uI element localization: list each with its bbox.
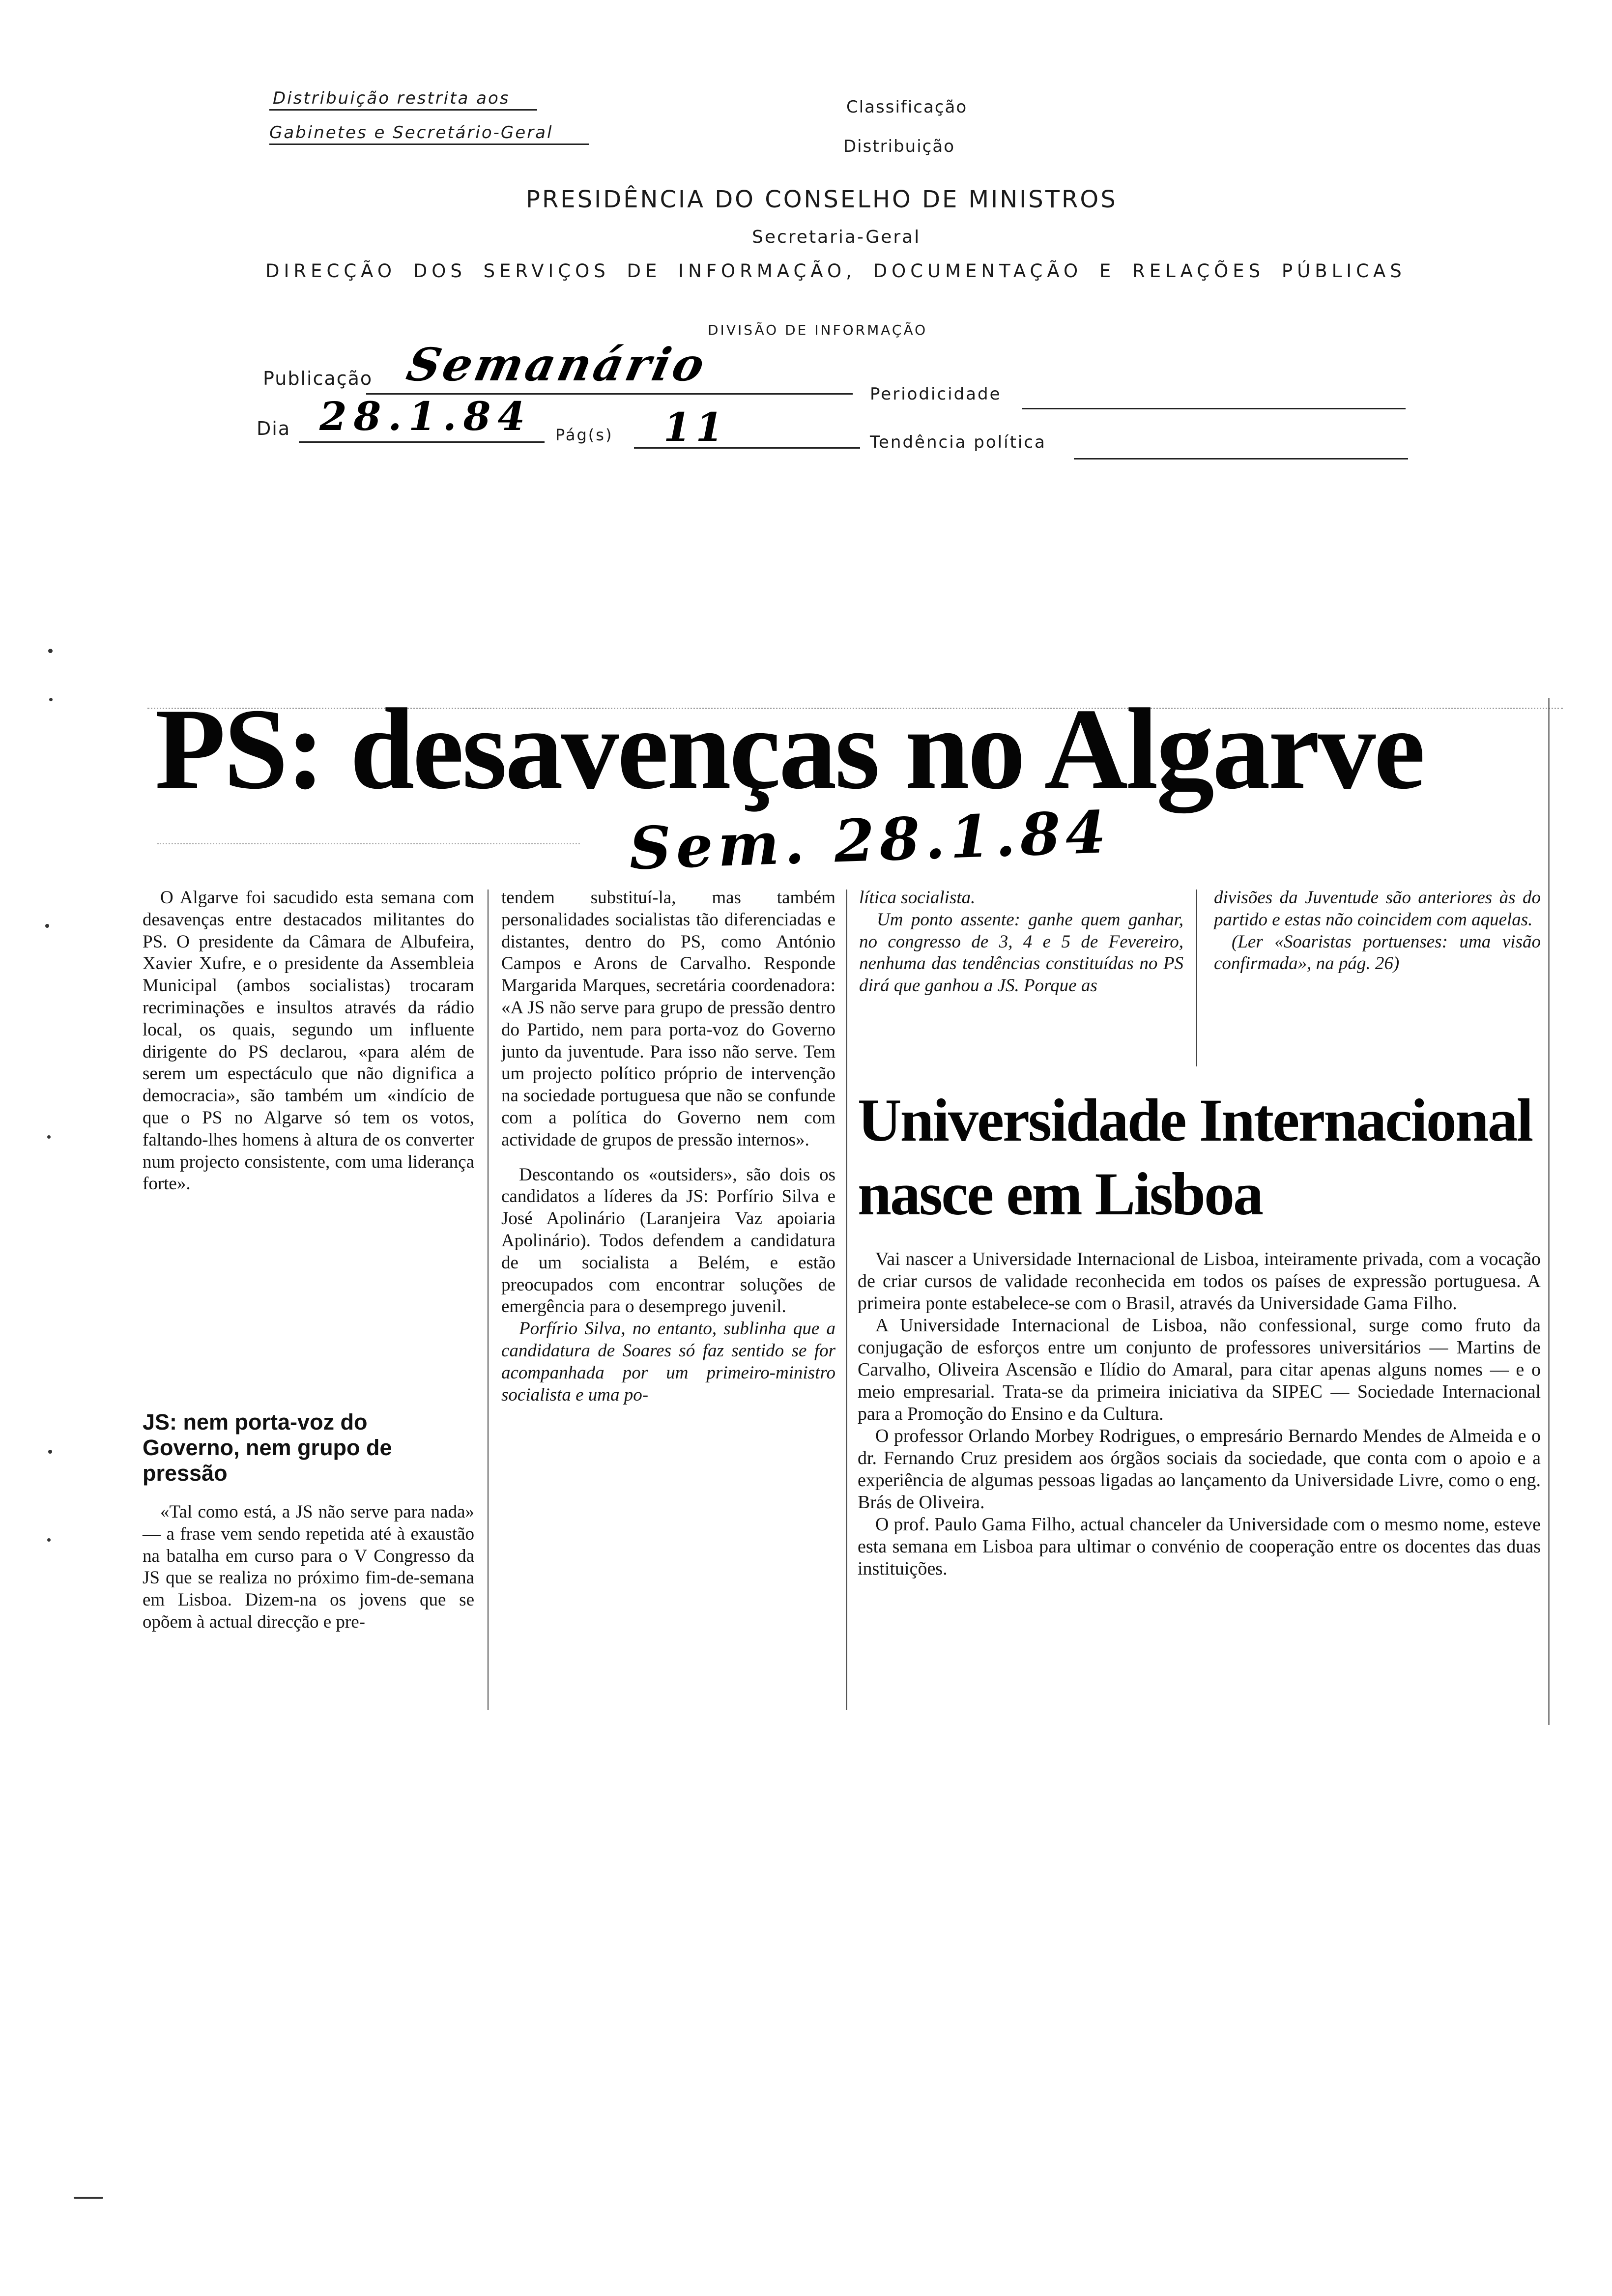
restricted-underline-1 [269, 109, 537, 111]
article1-paragraph: «Tal como está, a JS não serve para nada» — a frase vem sendo repetida até à exaustão na batalha em curso para o V Congresso da JS que se realiza no próximo fim-de-semana em Lisboa. Dizem-na os jovens que se opõem à actual direcção e pre- [143, 1502, 474, 1632]
scan-speck [48, 1450, 52, 1454]
article2-headline-line2: nasce em Lisboa [858, 1160, 1262, 1228]
right-edge-rule [1548, 698, 1550, 1725]
dia-label: Dia [257, 418, 291, 439]
article1-column-4 [1214, 887, 1541, 975]
dia-handwritten-value: 28.1.84 [319, 393, 532, 439]
scan-speck [49, 698, 53, 701]
publicacao-label: Publicação [263, 368, 373, 389]
scan-speck [74, 2197, 103, 2199]
article1-column-1-continued [143, 1501, 474, 1634]
periodicidade-label: Periodicidade [870, 384, 1002, 404]
divisao-informacao: DIVISÃO DE INFORMAÇÃO [708, 322, 928, 338]
article1-headline: PS: desavenças no Algarve [155, 685, 1424, 813]
scan-speck [48, 649, 53, 653]
article1-paragraph: O Algarve foi sacudido esta semana com desavenças entre destacados militantes do PS. O presidente da Câmara de Albufeira, Xavier Xufre, e o presidente da Assembleia Municipal (ambos socialistas) trocaram recriminações e insultos através da rádio local, os quais, segundo um influente dirigente do PS declarou, «para além de serem um espectáculo que não dignifica a democracia», são também um «indício de que o PS no Algarve só tem os votos, faltando-lhes homens à altura de os converter num projecto consistente, com uma liderança forte». [143, 888, 474, 1194]
restricted-distribution-line2: Gabinetes e Secretário-Geral [269, 123, 553, 143]
org-title: PRESIDÊNCIA DO CONSELHO DE MINISTROS [526, 186, 1118, 213]
pags-label: Pág(s) [555, 426, 613, 444]
article1-column-1 [143, 887, 474, 1195]
article2-headline-line1: Universidade Internacional [858, 1087, 1532, 1154]
article1-paragraph: Um ponto assente: ganhe quem ganhar, no congresso de 3, 4 e 5 de Fevereiro, nenhuma das tendências constituídas no PS dirá que ganhou a JS. Porque as [859, 909, 1183, 996]
article1-column-3 [859, 887, 1183, 997]
scan-speck [47, 1538, 51, 1542]
article1-paragraph: divisões da Juventude são anteriores às do partido e estas não coincidem com aquelas. [1214, 888, 1541, 930]
article2-body [858, 1248, 1541, 1580]
restricted-underline-2 [269, 144, 589, 145]
article1-cross-reference: (Ler «Soaristas portuenses: uma visão confirmada», na pág. 26) [1214, 931, 1541, 974]
dia-field-line [299, 441, 545, 443]
restricted-distribution-line1: Distribuição restrita aos [273, 88, 510, 108]
publicacao-handwritten-value: Semanário [402, 338, 712, 391]
column-rule [846, 890, 847, 1710]
article1-paragraph: Descontando os «outsiders», são dois os candidatos a líderes da JS: Porfírio Silva e José Apolinário (Laranjeira Vaz apoiaria Apolinário). Todos defendem a candidatura de um socialista a Belém, e estão preocupados com encontrar soluções de emergência para o desemprego juvenil. [501, 1164, 835, 1317]
headline-noise-underline [157, 843, 580, 847]
distribuicao-label: Distribuição [843, 137, 955, 156]
clipping-handwritten-annotation: Sem. 28.1.84 [628, 797, 1112, 883]
direccao-servicos: DIRECÇÃO DOS SERVIÇOS DE INFORMAÇÃO, DOCUMENTAÇÃO E RELAÇÕES PÚBLICAS [265, 260, 1406, 282]
article2-paragraph: A Universidade Internacional de Lisboa, não confessional, surge como fruto da conjugação de esforços entre um conjunto de professores universitários — Martins de Carvalho, Oliveira Ascensão e Ilídio do Amaral, para citar apenas alguns nomes — e o meio empresarial. Trata-se da primeira iniciativa da SIPEC — Sociedade Internacional para a Promoção do Ensino e da Cultura. [858, 1315, 1541, 1424]
periodicidade-field-line [1022, 408, 1406, 409]
secretaria-geral: Secretaria-Geral [752, 227, 921, 247]
column-rule [488, 890, 489, 1710]
article1-paragraph: lítica socialista. [859, 888, 976, 908]
article1-paragraph: tendem substituí-la, mas também personalidades socialistas tão diferenciadas e distantes, dentro do PS, como António Campos e Arons de Carvalho. Responde Margarida Marques, secretária coordenadora: «A JS não serve para grupo de pressão dentro do Partido, nem para porta-voz do Governo junto da juventude. Para isso não serve. Tem um projecto político próprio de intervenção na sociedade portuguesa que não se confunde com a política do Governo nem com actividade de grupos de pressão internos». [501, 888, 835, 1150]
column-rule [1196, 890, 1197, 1066]
classificacao-label: Classificação [846, 97, 968, 117]
article2-paragraph: Vai nascer a Universidade Internacional de Lisboa, inteiramente privada, com a vocação de criar cursos de validade reconhecida em todos os países de expressão portuguesa. A primeira ponte estabelece-se com o Brasil, através da Universidade Gama Filho. [858, 1249, 1541, 1314]
article1-column-2 [501, 887, 835, 1406]
pags-handwritten-value: 11 [663, 404, 728, 450]
article2-paragraph: O prof. Paulo Gama Filho, actual chanceler da Universidade com o mesmo nome, esteve esta semana em Lisboa para ultimar o convénio de cooperação entre os docentes das duas instituições. [858, 1514, 1541, 1579]
tendencia-field-line [1074, 458, 1408, 459]
article1-paragraph: Porfírio Silva, no entanto, sublinha que a candidatura de Soares só faz sentido se for acompanhada por um primeiro-ministro socialista e uma po- [501, 1319, 835, 1405]
article2-paragraph: O professor Orlando Morbey Rodrigues, o empresário Bernardo Mendes de Almeida e o dr. Fernando Cruz presidem aos órgãos sociais da sociedade, que conta com o apoio e a experiência de algumas pessoas ligadas ao lançamento da Universidade Livre, como o eng. Brás de Oliveira. [858, 1426, 1541, 1513]
tendencia-label: Tendência política [870, 432, 1046, 452]
article1-subhead: JS: nem porta-voz do Governo, nem grupo de pressão [143, 1409, 392, 1486]
scan-speck [45, 924, 49, 928]
scan-speck [47, 1135, 51, 1139]
